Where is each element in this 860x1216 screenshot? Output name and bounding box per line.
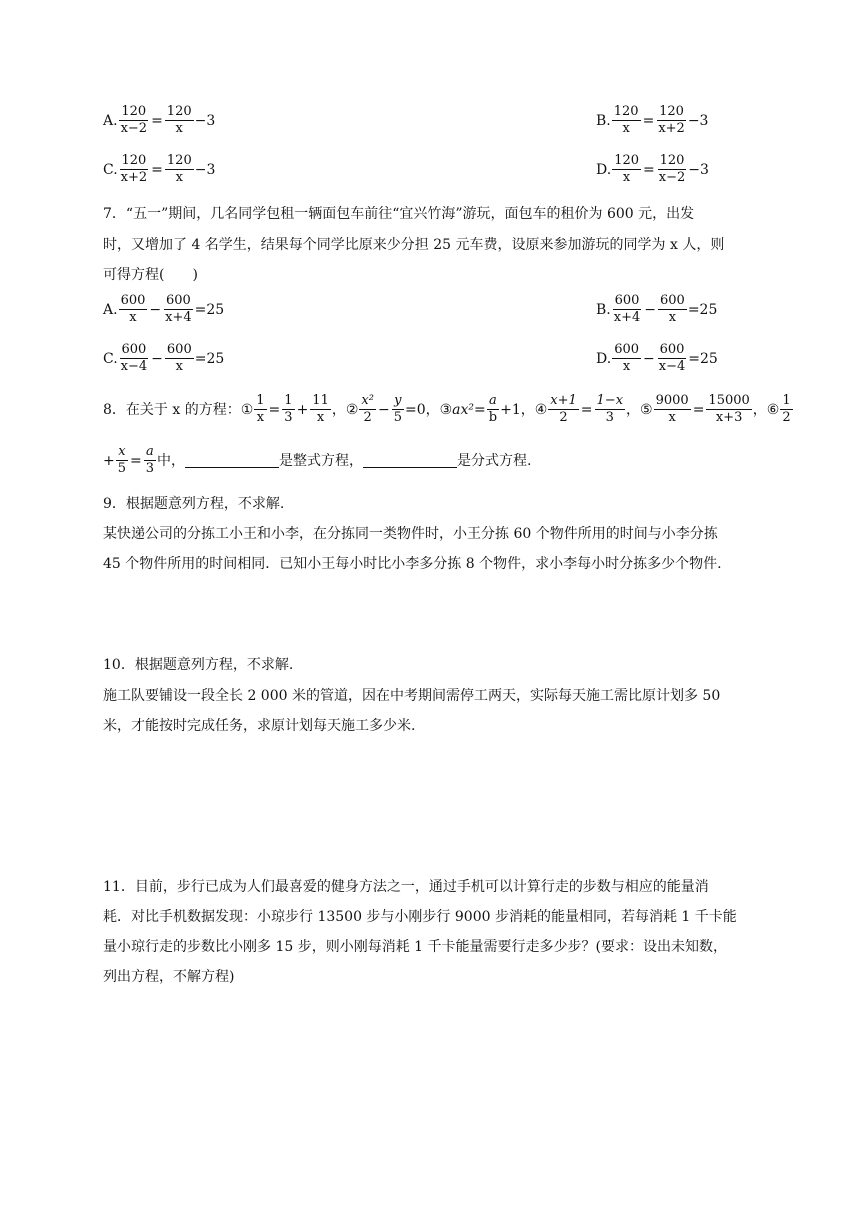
fraction: $\frac{120}{x+2}$ xyxy=(120,153,148,185)
fraction: $\frac{600}{x}$ xyxy=(614,342,640,374)
option-label: C. xyxy=(103,161,118,178)
q6-option-a[interactable]: A. $\frac{120}{x-2}$ = $\frac{120}{x}$ −3 xyxy=(103,104,216,136)
option-label: A. xyxy=(103,112,118,129)
q7-option-b[interactable]: B. $\frac{600}{x+4}$ − $\frac{600}{x}$ =25 xyxy=(596,293,718,325)
fraction: $\frac{a}{3}$ xyxy=(145,444,155,476)
option-label: A. xyxy=(103,301,118,318)
fraction: $\frac{120}{x}$ xyxy=(166,104,192,136)
q9-text-line-1: 某快递公司的分拣工小王和小李，在分拣同一类物件时，小王分拣 60 个物件所用的时间与小李分拣 xyxy=(103,526,718,542)
option-label: D. xyxy=(596,161,612,178)
fraction: $\frac{a}{b}$ xyxy=(488,393,498,425)
fraction: $\frac{y}{5}$ xyxy=(393,393,402,425)
answer-blank-2[interactable] xyxy=(363,453,457,468)
q9-title: 9．根据题意列方程，不求解. xyxy=(103,496,285,512)
option-label: B. xyxy=(596,112,611,129)
fraction: $\frac{120}{x+2}$ xyxy=(658,104,685,136)
option-label: B. xyxy=(596,301,611,318)
q11-text-line-1: 11．目前，步行已成为人们最喜爱的健身方法之一，通过手机可以计算行走的步数与相应的能量消 xyxy=(103,879,709,895)
fraction: $\frac{600}{x-4}$ xyxy=(120,342,148,374)
fraction: $\frac{600}{x+4}$ xyxy=(613,293,641,325)
fraction: $\frac{120}{x}$ xyxy=(614,153,640,185)
fraction: $\frac{9000}{x}$ xyxy=(655,393,689,425)
fraction: $\frac{1-x}{3}$ xyxy=(596,393,624,425)
q6-option-d[interactable]: D. $\frac{120}{x}$ = $\frac{120}{x-2}$ −3 xyxy=(596,153,709,185)
q7-option-c[interactable]: C. $\frac{600}{x-4}$ − $\frac{600}{x}$ =25 xyxy=(103,342,225,374)
option-label: C. xyxy=(103,350,118,367)
fraction: $\frac{1}{2}$ xyxy=(782,393,791,425)
q8-equations-line-2: + $\frac{x}{5}$ = $\frac{a}{3}$ 中， 是整式方程， 是分式方程. xyxy=(103,444,532,476)
q9-text-line-2: 45 个物件所用的时间相同．已知小王每小时比小李多分拣 8 个物件，求小李每小时分拣多少个物件. xyxy=(103,556,722,572)
q10-title: 10．根据题意列方程，不求解. xyxy=(103,657,294,673)
fraction: $\frac{1}{3}$ xyxy=(284,393,293,425)
fraction: $\frac{x+1}{2}$ xyxy=(550,393,577,425)
fraction: $\frac{\text{x²}}{2}$ xyxy=(361,393,374,425)
q6-option-b[interactable]: B. $\frac{120}{x}$ = $\frac{120}{x+2}$ −3 xyxy=(596,104,709,136)
q10-text-line-2: 米，才能按时完成任务，求原计划每天施工多少米. xyxy=(103,718,416,734)
fraction: $\frac{600}{x-4}$ xyxy=(658,342,686,374)
q6-option-c[interactable]: C. $\frac{120}{x+2}$ = $\frac{120}{x}$ −3 xyxy=(103,153,216,185)
q7-text-line-1: 7．“五一”期间，几名同学包租一辆面包车前往“宜兴竹海”游玩，面包车的租价为 600 元，出发 xyxy=(103,206,695,222)
q11-text-line-3: 量小琼行走的步数比小刚多 15 步，则小刚每消耗 1 千卡能量需要行走多少步？(要求：设出未知数， xyxy=(103,939,727,955)
q7-option-d[interactable]: D. $\frac{600}{x}$ − $\frac{600}{x-4}$ =25 xyxy=(596,342,718,374)
q8-equations-line-1: 8．在关于 x 的方程： ① $\frac{1}{x}$ = $\frac{1}{3}$ + $\frac{11}{x}$ ， ② $\frac{\text{x²}}{2}$ − $\frac{y}{5}$ =0， ③ ax²= $\frac{a}{b}$ +1， ④ $\frac{x+1}{2}$ = $\frac{1-x}{3}$ ， ⑤ $\frac{9000}{x}$ = $\frac{15000}{x+3}$ ， ⑥ $\frac{1}{2}$ xyxy=(103,393,791,425)
q7-option-a[interactable]: A. $\frac{600}{x}$ − $\frac{600}{x+4}$ =25 xyxy=(103,293,225,325)
fraction: $\frac{120}{x-2}$ xyxy=(658,153,686,185)
fraction: $\frac{11}{x}$ xyxy=(312,393,329,425)
fraction: $\frac{120}{x}$ xyxy=(166,153,192,185)
q7-text-line-2: 时，又增加了 4 名学生，结果每个同学比原来少分担 25 元车费，设原来参加游玩的同学为 x 人，则 xyxy=(103,237,725,253)
q8-intro: 8．在关于 x 的方程： xyxy=(103,401,241,418)
fraction: $\frac{120}{x-2}$ xyxy=(120,104,148,136)
fraction: $\frac{600}{x}$ xyxy=(659,293,685,325)
answer-blank-1[interactable] xyxy=(185,453,279,468)
q7-text-line-3: 可得方程( ) xyxy=(103,267,198,283)
q11-text-line-2: 耗．对比手机数据发现：小琼步行 13500 步与小刚步行 9000 步消耗的能量相同，若每消耗 1 千卡能 xyxy=(103,909,737,925)
fraction: $\frac{600}{x}$ xyxy=(166,342,192,374)
fraction: $\frac{x}{5}$ xyxy=(117,444,127,476)
fraction: $\frac{120}{x}$ xyxy=(613,104,639,136)
option-label: D. xyxy=(596,350,612,367)
fraction: $\frac{1}{x}$ xyxy=(256,393,265,425)
q10-text-line-1: 施工队要铺设一段全长 2 000 米的管道，因在中考期间需停工两天，实际每天施工需比原计划多 50 xyxy=(103,688,721,704)
q11-text-line-4: 列出方程，不解方程) xyxy=(103,969,235,985)
fraction: $\frac{600}{x}$ xyxy=(120,293,146,325)
fraction: $\frac{600}{x+4}$ xyxy=(165,293,192,325)
fraction: $\frac{15000}{x+3}$ xyxy=(708,393,750,425)
